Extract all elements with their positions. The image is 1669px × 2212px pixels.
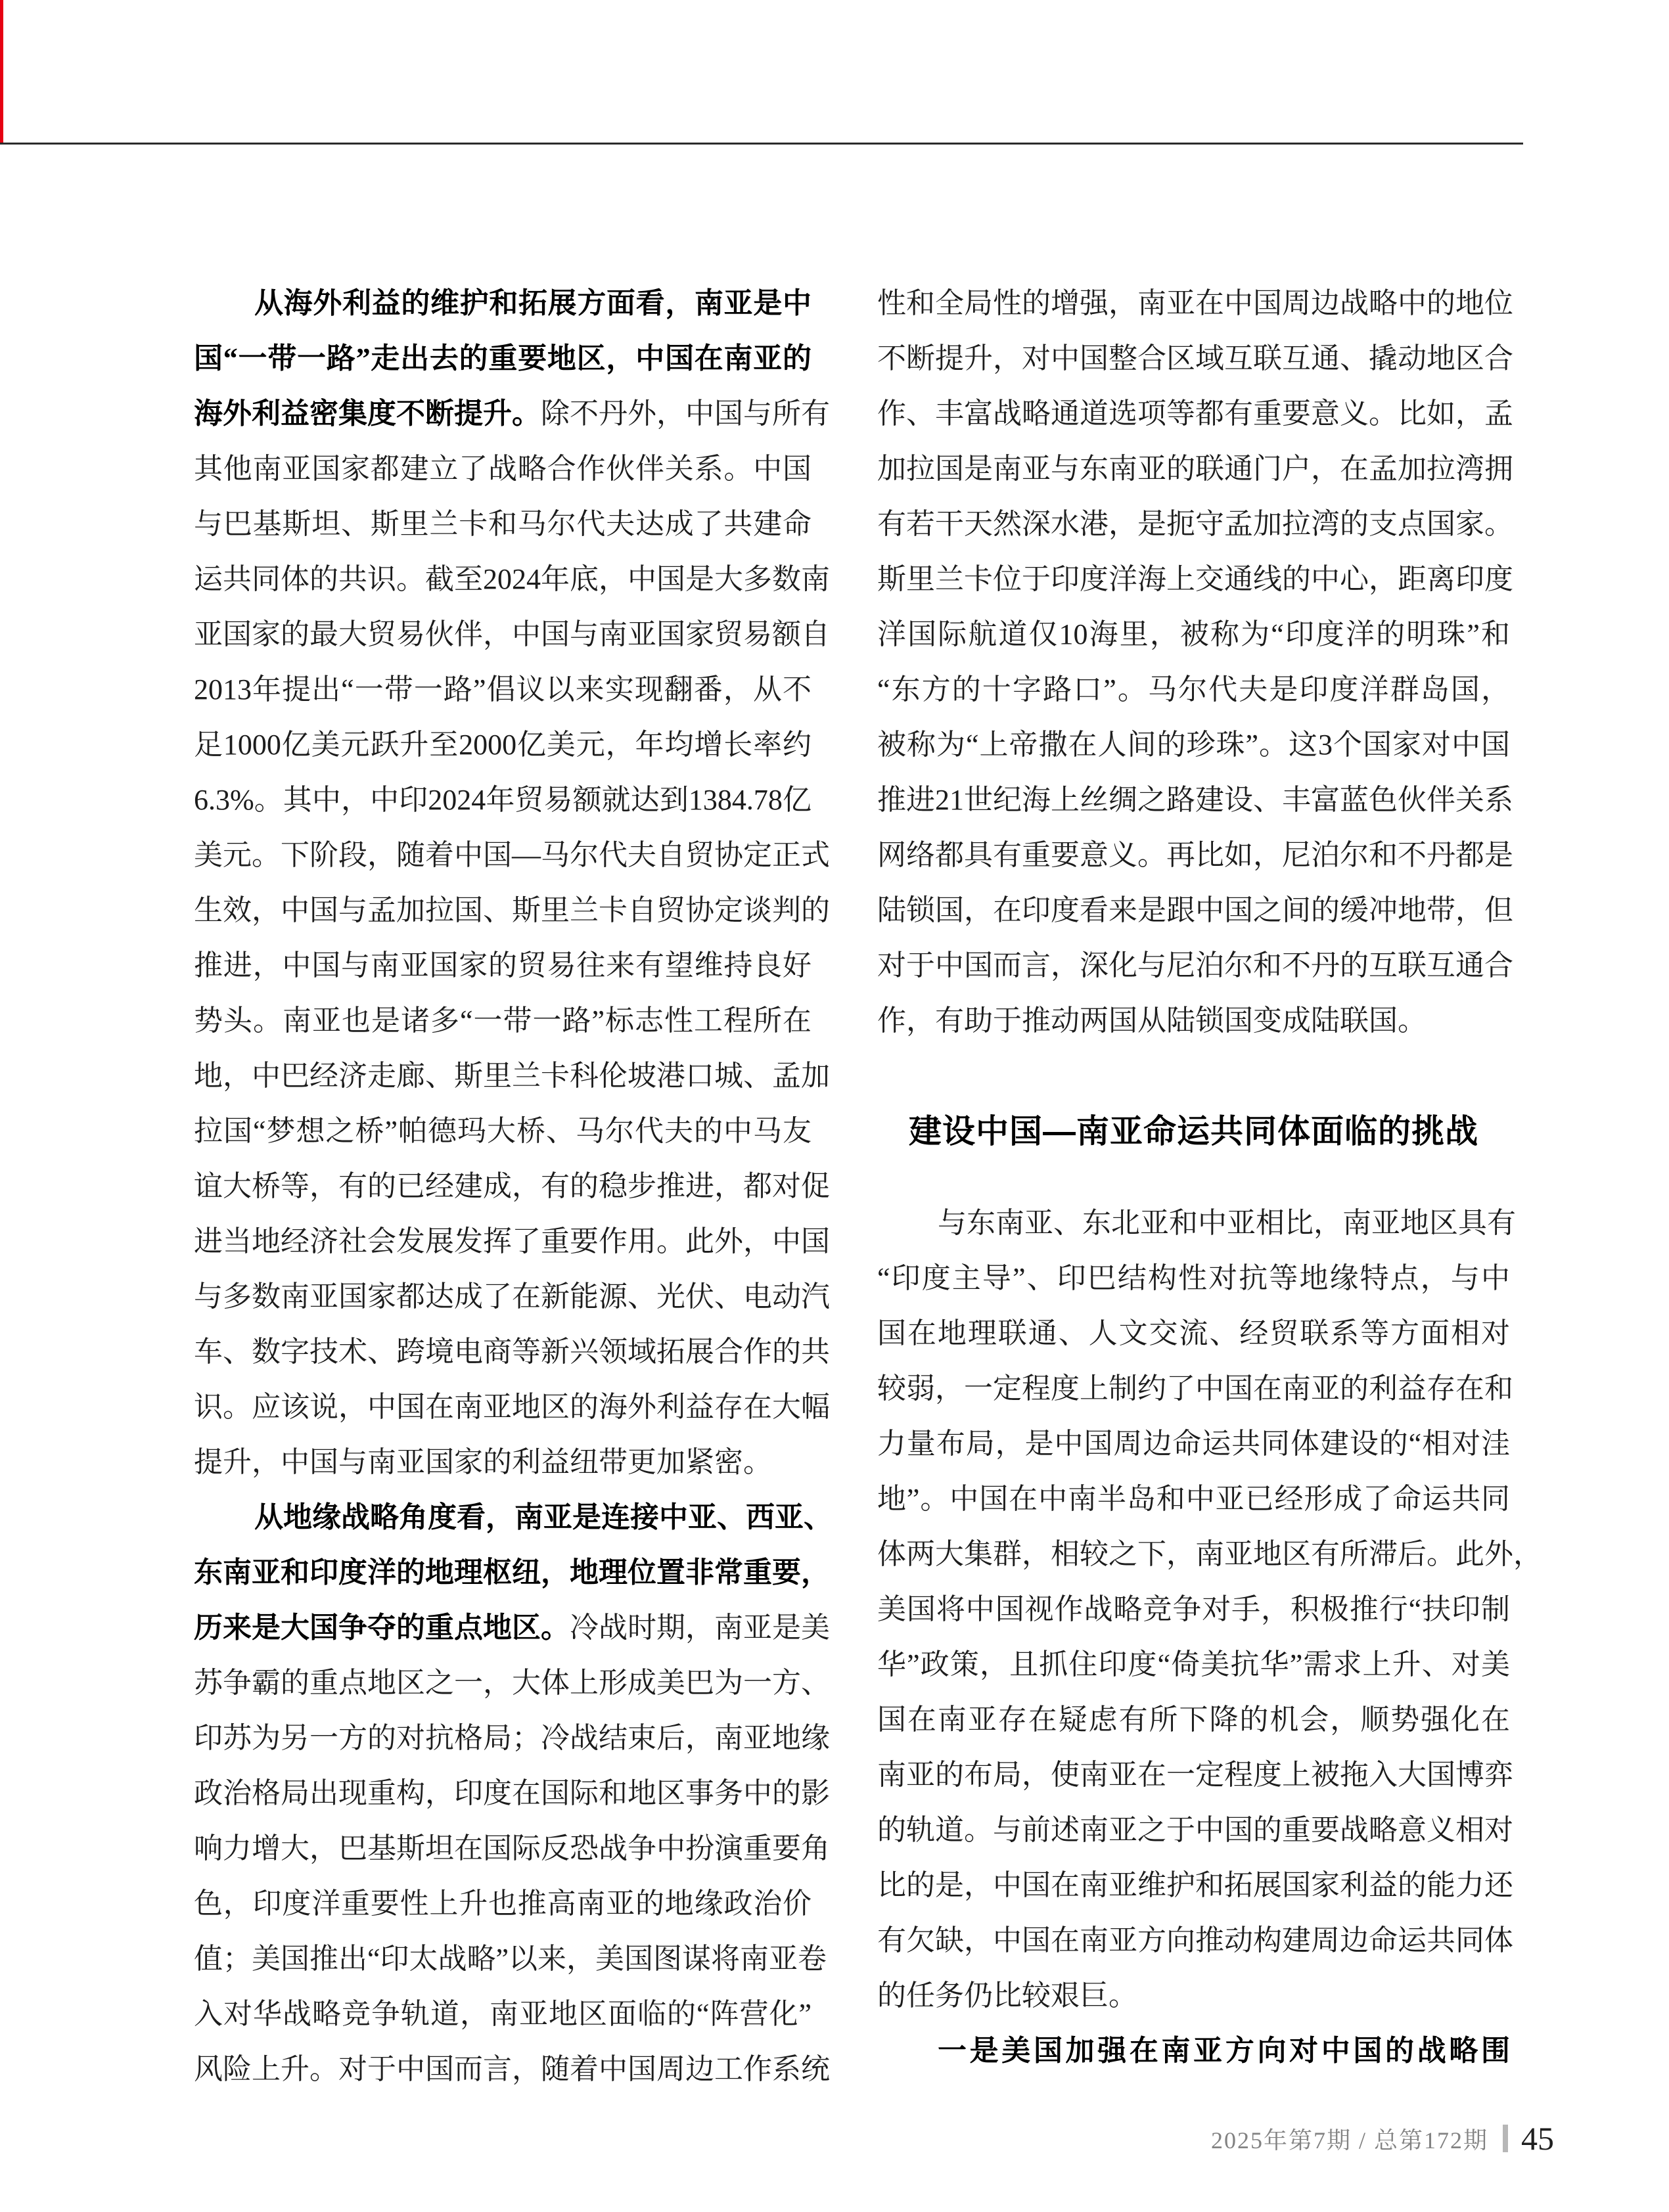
text-run: 国在南亚存在疑虑有所下降的机会，顺势强化在 (877, 1704, 1510, 1736)
text-line (194, 1324, 830, 1380)
text-line (194, 441, 812, 497)
text-run: 南亚的布局，使南亚在一定程度上被拖入大国博弈 (877, 1759, 1513, 1791)
text-line (877, 828, 1513, 883)
text-run: “东方的十字路口”。马尔代夫是印度洋群岛国， (877, 673, 1510, 706)
text-run: 风险上升。对于中国而言，随着中国周边工作系统 (194, 2053, 830, 2085)
text-run: 与东南亚、东北亚和中亚相比，南亚地区具有 (938, 1207, 1516, 1239)
text-line (194, 552, 830, 607)
text-run: 车、数字技术、跨境电商等新兴领域拓展合作的共 (194, 1336, 830, 1368)
text-line (194, 1821, 830, 1876)
text-run: 2013年提出“一带一路”倡议以来实现翻番，从不 (194, 673, 812, 706)
bold-run: 历来是大国争夺的重点地区。 (194, 1612, 570, 1644)
text-line (877, 1416, 1510, 1472)
text-line (877, 1251, 1510, 1306)
bold-run: 东南亚和印度洋的地理枢纽，地理位置非常重要， (194, 1556, 830, 1589)
text-run: 性和全局性的增强，南亚在中国周边战略中的地位 (877, 287, 1513, 319)
text-line (194, 938, 812, 993)
header-rule (0, 143, 1523, 145)
text-run: 入对华战略竞争轨道，南亚地区面临的“阵营化” (194, 1998, 812, 2030)
footer-divider (1503, 2125, 1508, 2152)
text-column-left (194, 276, 833, 2097)
text-run: 识。应该说，中国在南亚地区的海外利益存在大幅 (194, 1391, 830, 1423)
text-run: 地，中巴经济走廊、斯里兰卡科伦坡港口城、孟加 (194, 1060, 830, 1092)
text-run: 冷战时期，南亚是美 (570, 1612, 830, 1644)
text-run: 有欠缺，中国在南亚方向推动构建周边命运共同体 (877, 1924, 1513, 1956)
text-run: 提升，中国与南亚国家的利益纽带更加紧密。 (194, 1446, 772, 1478)
text-run: 美国将中国视作战略竞争对手，积极推行“扶印制 (877, 1593, 1510, 1625)
text-line (877, 1361, 1513, 1416)
text-line (194, 1435, 812, 1490)
text-line (877, 552, 1513, 607)
text-line (877, 662, 1510, 717)
text-line (877, 1196, 1516, 1251)
text-run: 对于中国而言，深化与尼泊尔和不丹的互联互通合 (877, 949, 1513, 982)
text-run: 亚国家的最大贸易伙伴，中国与南亚国家贸易额自 (194, 618, 830, 650)
text-line (194, 607, 830, 662)
text-line (877, 1692, 1510, 1748)
text-run: 作、丰富战略通道选项等都有重要意义。比如，孟 (877, 397, 1513, 430)
text-line (194, 662, 812, 717)
text-run: 政治格局出现重构，印度在国际和地区事务中的影 (194, 1777, 830, 1809)
text-line (194, 993, 812, 1049)
page-number: 45 (1521, 2120, 1554, 2157)
text-line (877, 1968, 1510, 2023)
text-run: 不断提升，对中国整合区域互联互通、撬动地区合 (877, 342, 1513, 374)
text-line (194, 1876, 812, 1931)
text-run: 运共同体的共识。截至2024年底，中国是大多数南 (194, 563, 830, 595)
red-edge-mark (0, 0, 3, 143)
text-line (877, 993, 1510, 1049)
text-line (194, 1711, 830, 1766)
issue-info: 2025年第7期 / 总第172期 (1210, 2127, 1488, 2154)
text-line (877, 386, 1513, 441)
text-run: 美元。下阶段，随着中国—马尔代夫自贸协定正式 (194, 839, 830, 871)
text-line (877, 1803, 1513, 1858)
text-line (877, 773, 1513, 828)
page-footer (1211, 2119, 1554, 2157)
text-line (194, 1380, 830, 1435)
text-run: 力量布局，是中国周边命运共同体建设的“相对洼 (877, 1428, 1510, 1460)
text-line (194, 331, 812, 386)
text-run: 斯里兰卡位于印度洋海上交通线的中心，距离印度 (877, 563, 1513, 595)
text-run: 推进，中国与南亚国家的贸易往来有望维持良好 (194, 949, 812, 982)
text-line (194, 1931, 827, 1987)
text-line (877, 607, 1510, 662)
text-run: 值；美国推出“印太战略”以来，美国图谋将南亚卷 (194, 1943, 827, 1975)
text-column-right (877, 276, 1542, 2079)
text-run: 印苏为另一方的对抗格局；冷战结束后，南亚地缘 (194, 1722, 830, 1754)
text-line (877, 717, 1510, 773)
section-heading: 建设中国—南亚命运共同体面临的挑战 (909, 1113, 1478, 1150)
text-run: 推进21世纪海上丝绸之路建设、丰富蓝色伙伴关系 (877, 784, 1513, 816)
text-line (877, 2023, 1510, 2079)
bold-run: 从海外利益的维护和拓展方面看，南亚是中 (254, 287, 812, 319)
text-run: 有若干天然深水港，是扼守孟加拉湾的支点国家。 (877, 508, 1513, 540)
text-run: “印度主导”、印巴结构性对抗等地缘特点，与中 (877, 1262, 1510, 1294)
text-line (877, 1637, 1510, 1692)
text-line (194, 1766, 830, 1821)
text-run: 地”。中国在中南半岛和中亚已经形成了命运共同 (877, 1483, 1510, 1515)
text-run: 足1000亿美元跃升至2000亿美元，年均增长率约 (194, 729, 812, 761)
text-line (194, 386, 830, 441)
text-run: 的轨道。与前述南亚之于中国的重要战略意义相对 (877, 1814, 1513, 1846)
text-line (877, 331, 1513, 386)
text-line (194, 1987, 812, 2042)
text-run: 比的是，中国在南亚维护和拓展国家利益的能力还 (877, 1869, 1513, 1901)
text-line (194, 717, 812, 773)
text-line (877, 1913, 1513, 1968)
text-line (194, 883, 830, 938)
text-run: 加拉国是南亚与东南亚的联通门户，在孟加拉湾拥 (877, 453, 1513, 485)
text-line (194, 828, 830, 883)
text-line (194, 1159, 830, 1214)
text-line (877, 276, 1513, 331)
text-run: 与多数南亚国家都达成了在新能源、光伏、电动汽 (194, 1280, 830, 1313)
text-line (194, 276, 812, 331)
text-line (877, 1748, 1513, 1803)
text-line (194, 773, 812, 828)
text-run: 华”政策，且抓住印度“倚美抗华”需求上升、对美 (877, 1648, 1510, 1681)
text-run: 体两大集群，相较之下，南亚地区有所滞后。此外， (877, 1538, 1542, 1570)
text-run: 拉国“梦想之桥”帕德玛大桥、马尔代夫的中马友 (194, 1115, 812, 1147)
text-run: 势头。南亚也是诸多“一带一路”标志性工程所在 (194, 1004, 812, 1037)
text-run: 响力增大，巴基斯坦在国际反恐战争中扮演重要角 (194, 1832, 830, 1864)
bold-run: 海外利益密集度不断提升。 (194, 397, 541, 430)
text-run: 国在地理联通、人文交流、经贸联系等方面相对 (877, 1317, 1510, 1349)
text-run: 进当地经济社会发展发挥了重要作用。此外，中国 (194, 1225, 830, 1257)
text-line (877, 1527, 1542, 1582)
text-line (194, 1104, 812, 1159)
text-line (194, 1490, 833, 1545)
text-line (194, 1269, 830, 1324)
text-line (194, 1049, 830, 1104)
text-line (877, 497, 1513, 552)
text-line (877, 1306, 1510, 1361)
text-run: 的任务仍比较艰巨。 (877, 1979, 1137, 2012)
text-line (877, 441, 1513, 497)
text-run: 与巴基斯坦、斯里兰卡和马尔代夫达成了共建命 (194, 508, 812, 540)
text-line (877, 938, 1513, 993)
text-run: 谊大桥等，有的已经建成，有的稳步推进，都对促 (194, 1170, 830, 1202)
text-run: 其他南亚国家都建立了战略合作伙伴关系。中国 (194, 453, 812, 485)
text-run: 6.3%。其中，中印2024年贸易额就达到1384.78亿 (194, 784, 812, 816)
bold-run: 一是美国加强在南亚方向对中国的战略围 (938, 2035, 1510, 2067)
text-line (877, 1472, 1510, 1527)
text-run: 被称为“上帝撒在人间的珍珠”。这3个国家对中国 (877, 729, 1510, 761)
text-line (194, 2042, 830, 2097)
bold-run: 国“一带一路”走出去的重要地区，中国在南亚的 (194, 342, 812, 374)
text-run: 苏争霸的重点地区之一，大体上形成美巴为一方、 (194, 1667, 830, 1699)
text-run: 生效，中国与孟加拉国、斯里兰卡自贸协定谈判的 (194, 894, 830, 926)
text-line (877, 883, 1513, 938)
text-run: 较弱，一定程度上制约了中国在南亚的利益存在和 (877, 1372, 1513, 1405)
bold-run: 从地缘战略角度看，南亚是连接中亚、西亚、 (254, 1501, 833, 1533)
text-run: 色，印度洋重要性上升也推高南亚的地缘政治价 (194, 1887, 812, 1920)
text-line (194, 1545, 830, 1600)
text-run: 陆锁国，在印度看来是跟中国之间的缓冲地带，但 (877, 894, 1513, 926)
text-line (194, 1656, 830, 1711)
text-line (194, 1600, 830, 1656)
text-line (877, 1858, 1513, 1913)
text-run: 作，有助于推动两国从陆锁国变成陆联国。 (877, 1004, 1427, 1037)
text-line (877, 1582, 1510, 1637)
text-run: 除不丹外，中国与所有 (541, 397, 830, 430)
text-line (194, 1214, 830, 1269)
text-run: 洋国际航道仅10海里，被称为“印度洋的明珠”和 (877, 618, 1510, 650)
text-line (194, 497, 812, 552)
text-run: 网络都具有重要意义。再比如，尼泊尔和不丹都是 (877, 839, 1513, 871)
